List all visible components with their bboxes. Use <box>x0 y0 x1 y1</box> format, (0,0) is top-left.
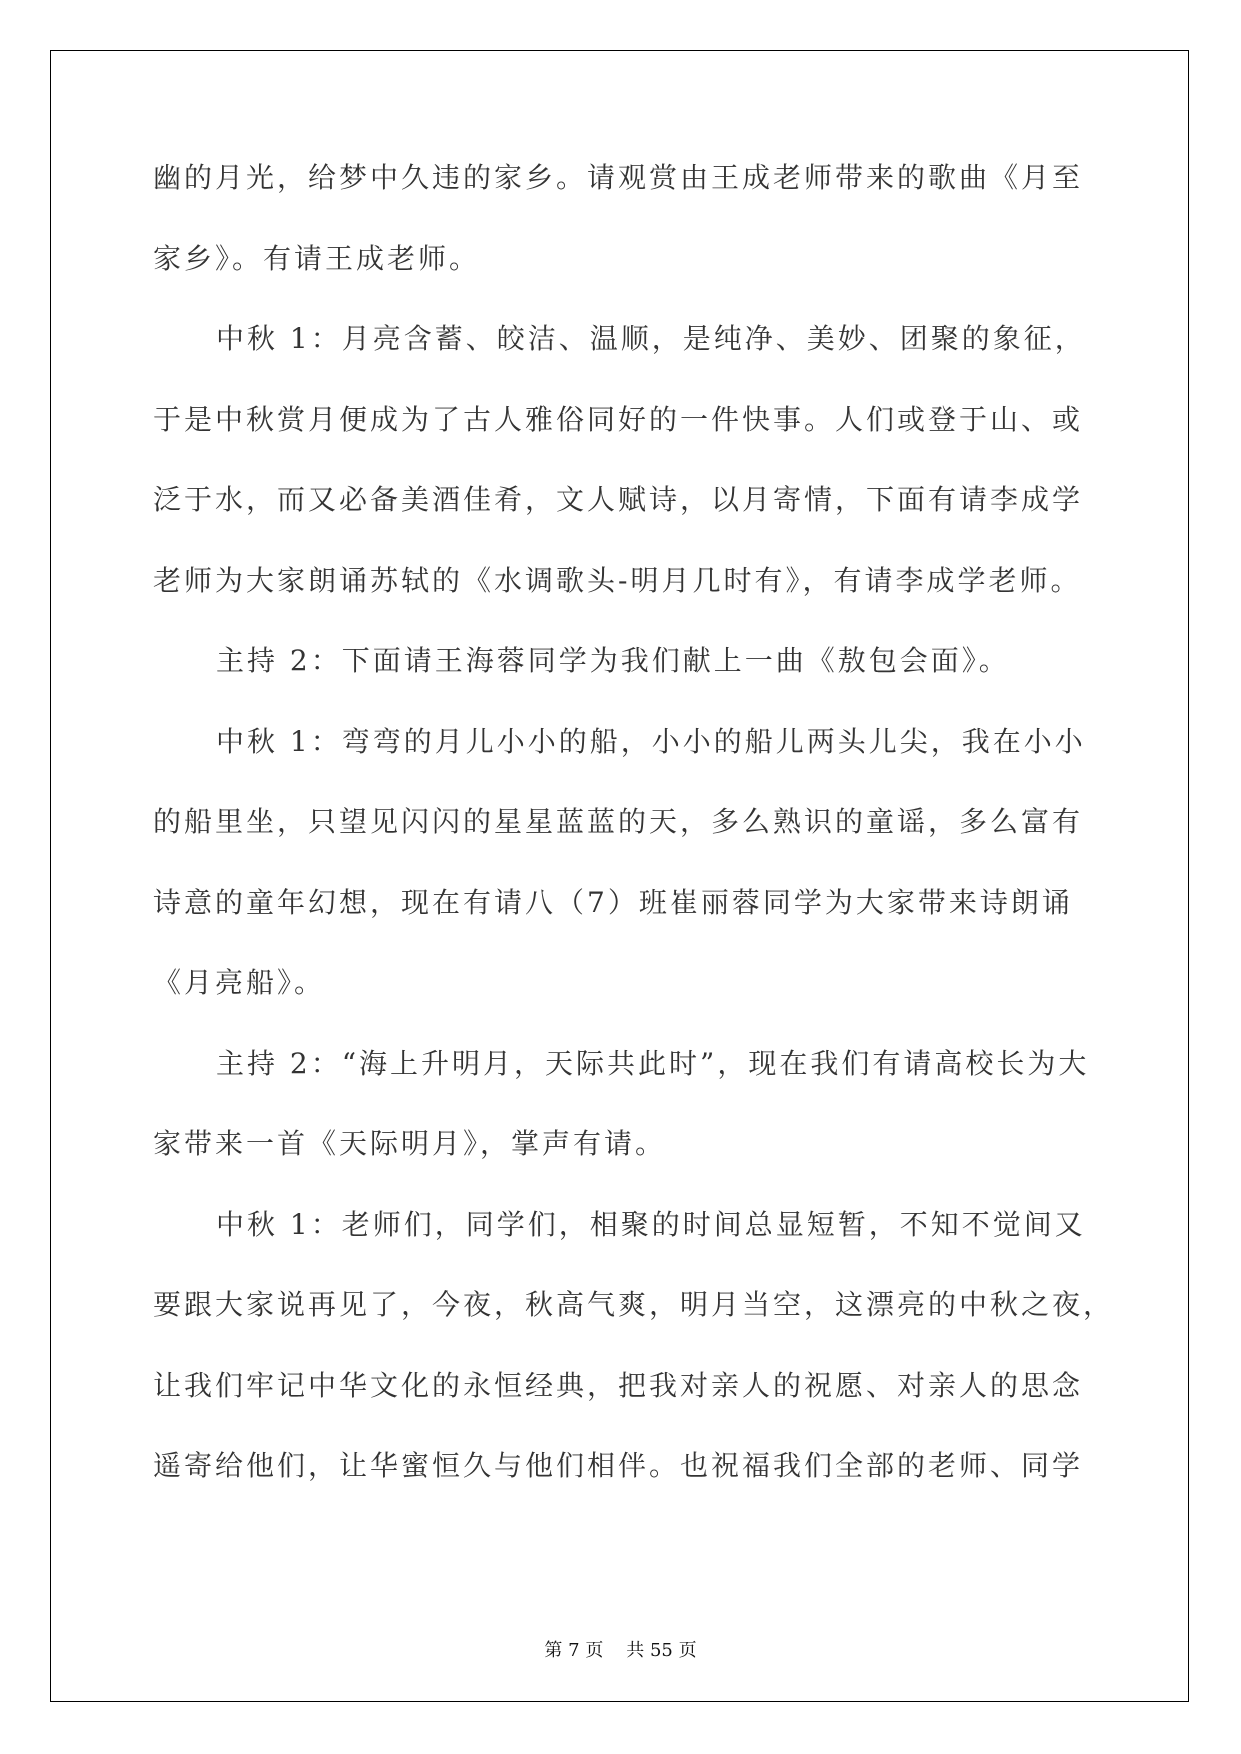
page-number: 第 7 页 <box>544 1640 604 1661</box>
text-line: 中秋 1：弯弯的月儿小小的船，小小的船儿两头儿尖，我在小小 <box>216 724 1086 758</box>
text-line: 老师为大家朗诵苏轼的《水调歌头-明月几时有》，有请李成学老师。 <box>153 563 1082 597</box>
text-line: 诗意的童年幻想，现在有请八（7）班崔丽蓉同学为大家带来诗朗诵 <box>153 885 1073 919</box>
text-line: 中秋 1：月亮含蓄、皎洁、温顺，是纯净、美妙、团聚的象征， <box>216 322 1086 355</box>
text-line: 的船里坐，只望见闪闪的星星蓝蓝的天，多么熟识的童谣，多么富有 <box>153 805 1084 838</box>
text-line: 要跟大家说再见了，今夜，秋高气爽，明月当空，这漂亮的中秋之夜， <box>153 1288 1115 1321</box>
document-body <box>153 158 1115 1527</box>
text-line: 主持 2：下面请王海蓉同学为我们献上一曲《敖包会面》。 <box>216 644 1010 677</box>
text-line: 泛于水，而又必备美酒佳肴，文人赋诗，以月寄情，下面有请李成学 <box>153 483 1084 516</box>
text-line: 家乡》。有请王成老师。 <box>153 241 481 275</box>
page-total: 共 55 页 <box>626 1640 697 1661</box>
text-line: 中秋 1：老师们，同学们，相聚的时间总显短暂，不知不觉间又 <box>216 1207 1086 1241</box>
text-line: 《月亮船》。 <box>153 966 326 999</box>
page-footer <box>0 1636 1241 1662</box>
text-line: 于是中秋赏月便成为了古人雅俗同好的一件快事。人们或登于山、或 <box>153 402 1084 436</box>
text-line: 主持 2：“海上升明月，天际共此时”，现在我们有请高校长为大 <box>216 1046 1090 1080</box>
text-line: 遥寄给他们，让华蜜恒久与他们相伴。也祝福我们全部的老师、同学 <box>153 1449 1084 1482</box>
text-line: 家带来一首《天际明月》，掌声有请。 <box>153 1127 667 1160</box>
text-line: 让我们牢记中华文化的永恒经典，把我对亲人的祝愿、对亲人的思念 <box>153 1368 1084 1402</box>
text-line: 幽的月光，给梦中久违的家乡。请观赏由王成老师带来的歌曲《月至 <box>153 161 1084 194</box>
